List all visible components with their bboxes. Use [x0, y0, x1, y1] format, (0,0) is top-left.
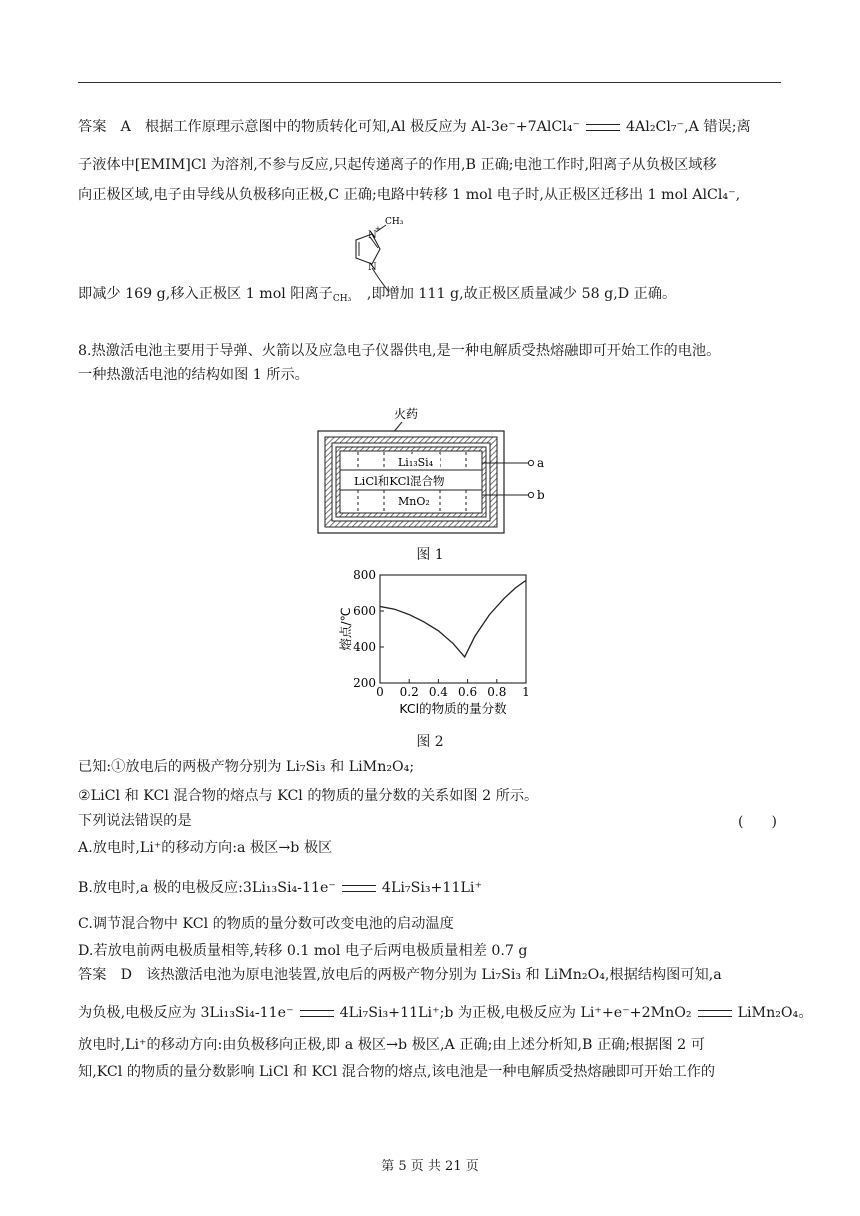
equals-sign: [300, 1010, 334, 1017]
q8-answer-line1: 答案 D 该热激活电池为原电池装置,放电后的两极产物分别为 Li₇Si₃ 和 LiMn₂O₄,根据结构图可知,a: [78, 967, 722, 983]
option-a: A.放电时,Li⁺的移动方向:a 极区→b 极区: [78, 840, 333, 856]
terminal-b: b: [537, 488, 545, 502]
page-footer: 第 5 页 共 21 页: [381, 1159, 479, 1174]
answer-blank: ( ): [738, 814, 777, 830]
header-rule: [78, 82, 781, 83]
y-tick-label: 800: [353, 568, 376, 582]
x-tick-label: 0.2: [399, 685, 419, 699]
y-tick-label: 200: [353, 676, 376, 690]
y-tick-label: 600: [353, 604, 376, 618]
q8-answer-line4: 知,KCl 的物质的量分数影响 LiCl 和 KCl 混合物的熔点,该电池是一种电解质受热熔融即可开始工作的: [78, 1064, 716, 1080]
y-axis-label: 熔点/℃: [338, 607, 353, 651]
x-tick-label: 0.6: [458, 685, 478, 699]
q8-answer-line3: 放电时,Li⁺的移动方向:由负极移向正极,即 a 极区→b 极区,A 正确;由上述分析知,B 正确;根据图 2 可: [78, 1037, 705, 1053]
q8-known1: 已知:①放电后的两极产物分别为 Li₇Si₃ 和 LiMn₂O₄;: [78, 759, 415, 775]
mol-ch3-top: CH₃: [385, 217, 404, 227]
q8-stem-line2: 一种热激活电池的结构如图 1 所示。: [78, 367, 309, 383]
melting-point-line: [380, 580, 526, 657]
x-tick-label: 0.8: [487, 685, 507, 699]
layer-mno2: MnO₂: [398, 495, 430, 508]
q8-stem-line1: 8.热激活电池主要用于导弹、火箭以及应急电子仪器供电,是一种电解质受热熔融即可开始工作的电池。: [78, 343, 721, 359]
x-tick-label: 0.4: [428, 685, 448, 699]
q8-known2: ②LiCl 和 KCl 混合物的熔点与 KCl 的物质的量分数的关系如图 2 所示。: [78, 788, 539, 804]
option-b: B.放电时,a 极的电极反应:3Li₁₃Si₄-11e⁻ 4Li₇Si₃+11Li⁺: [78, 880, 482, 896]
answer7-line3: 向正极区域,电子由导线从负极移向正极,C 正确;电路中转移 1 mol 电子时,从正极区迁移出 1 mol AlCl₄⁻,: [78, 187, 741, 203]
mol-ch3-bottom: CH₃: [332, 294, 352, 304]
x-tick-label: 1: [522, 685, 530, 699]
answer7-line4: 即减少 169 g,移入正极区 1 mol 阳离子CH₃ ,即增加 111 g,故正极区质量减少 58 g,D 正确。: [78, 284, 786, 309]
equals-sign: [698, 1010, 732, 1017]
q8-ask: 下列说法错误的是: [78, 813, 192, 829]
plot-frame: [380, 575, 526, 683]
figure1-battery-structure: [316, 404, 556, 538]
mol-n-bottom: N: [368, 262, 377, 273]
answer7-line1: 答案 A 根据工作原理示意图中的物质转化可知,Al 极反应为 Al-3e⁻+7AlCl₄⁻ 4Al₂Cl₇⁻,A 错误;离: [78, 119, 751, 135]
figure1-caption: 图 1: [416, 547, 444, 563]
answer7-line2: 子液体中[EMIM]Cl 为溶剂,不参与反应,只起传递离子的作用,B 正确;电池工作时,阳离子从负极区域移: [78, 157, 717, 173]
x-tick-label: 0: [376, 685, 384, 699]
layer-li13si4: Li₁₃Si₄: [398, 456, 434, 469]
figure2-melting-point-chart: [336, 565, 536, 725]
equals-sign: [342, 885, 376, 892]
terminal-a: a: [537, 456, 545, 470]
x-axis-label: KCl的物质的量分数: [399, 701, 507, 716]
layer-licl-kcl: LiCl和KCl混合物: [354, 474, 445, 488]
q8-answer-line2: 为负极,电极反应为 3Li₁₃Si₄-11e⁻ 4Li₇Si₃+11Li⁺;b 为正极,电极反应为 Li⁺+e⁻+2MnO₂ LiMn₂O₄。: [78, 1005, 813, 1021]
figure2-caption: 图 2: [416, 734, 444, 750]
label-gunpowder: 火药: [394, 407, 419, 421]
mol-plus: +: [375, 225, 381, 233]
y-tick-label: 400: [353, 640, 376, 654]
mol-n-top: N: [368, 230, 377, 241]
option-d: D.若放电前两电极质量相等,转移 0.1 mol 电子后两电极质量相差 0.7 g: [78, 943, 528, 959]
equals-sign: [586, 124, 620, 131]
option-c: C.调节混合物中 KCl 的物质的量分数可改变电池的启动温度: [78, 916, 454, 932]
